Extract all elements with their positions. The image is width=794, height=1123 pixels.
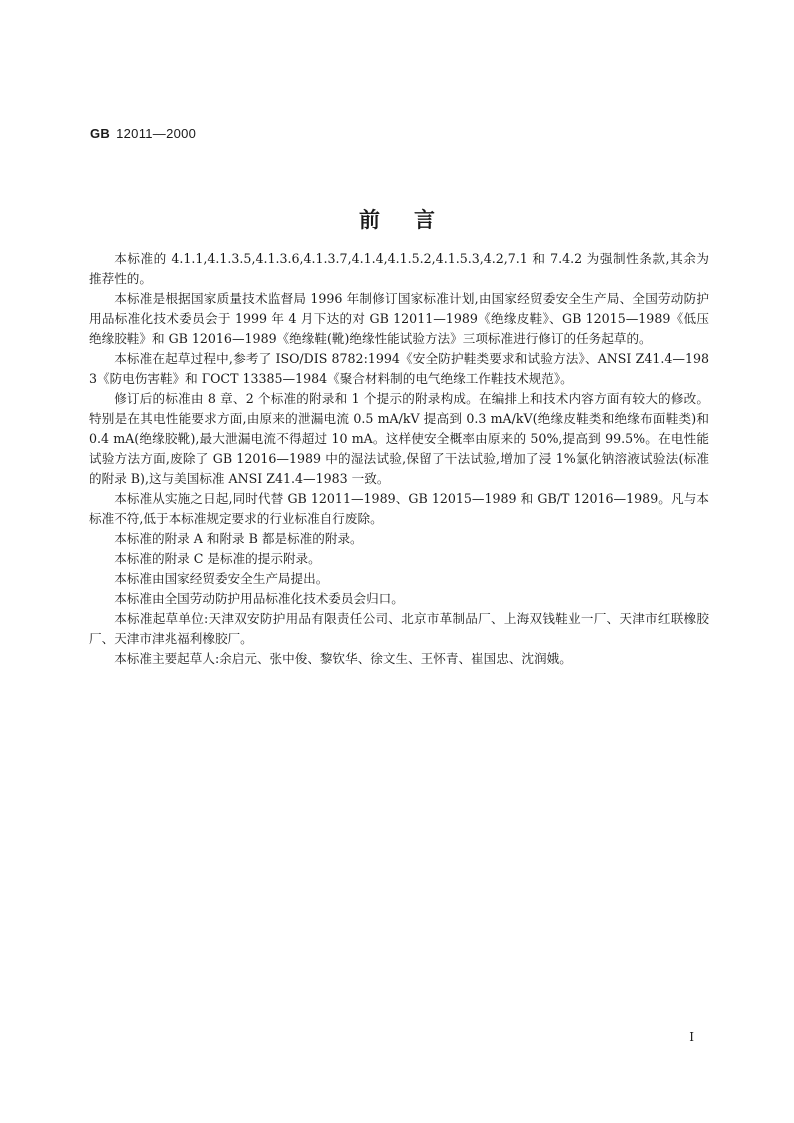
standard-code-prefix: GB bbox=[90, 126, 111, 141]
page-number: I bbox=[689, 1030, 694, 1044]
paragraph-supersedes: 本标准从实施之日起,同时代替 GB 12011—1989、GB 12015—1989 和 GB/T 12016—1989。凡与本标准不符,低于本标准规定要求的行业标准自行废除。 bbox=[89, 491, 709, 526]
paragraph-mandatory-clauses: 本标准的 4.1.1,4.1.3.5,4.1.3.6,4.1.3.7,4.1.4,4.1.5.2,4.1.5.3,4.2,7.1 和 7.4.2 为强制性条款,其余为推荐性的。 bbox=[89, 251, 709, 286]
paragraph-drafting-units: 本标准起草单位:天津双安防护用品有限责任公司、北京市革制品厂、上海双钱鞋业一厂、天津市红联橡胶厂、天津市津兆福利橡胶厂。 bbox=[89, 611, 709, 646]
paragraph-annex-normative: 本标准的附录 A 和附录 B 都是标准的附录。 bbox=[114, 531, 363, 546]
paragraph-proposed-by: 本标准由国家经贸委安全生产局提出。 bbox=[114, 571, 329, 586]
paragraph-technical-committee: 本标准由全国劳动防护用品标准化技术委员会归口。 bbox=[114, 591, 404, 606]
standard-code bbox=[90, 126, 196, 141]
paragraph-annex-informative: 本标准的附录 C 是标准的提示附录。 bbox=[114, 551, 321, 566]
paragraph-structure-changes: 修订后的标准由 8 章、2 个标准的附录和 1 个提示的附录构成。在编排上和技术内容方面有较大的修改。特别是在其电性能要求方面,由原来的泄漏电流 0.5 mA/kV 提高到 0.3 mA/kV(绝缘皮鞋类和绝缘布面鞋类)和 0.4 mA(绝缘胶靴),最大泄漏电流不得超过 10 mA。这样使安全概率由原来的 50%,提高到 99.5%。在电性能试验方法方面,废除了 GB 12016—1989 中的湿法试验,保留了干法试验,增加了浸 1%氯化钠溶液试验法(标准的附录 B),这与美国标准 ANSI Z41.4—1983 一致。 bbox=[89, 391, 709, 486]
page-title: 前言 bbox=[359, 208, 469, 232]
paragraph-drafters: 本标准主要起草人:余启元、张中俊、黎钦华、徐文生、王怀青、崔国忠、沈润娥。 bbox=[114, 651, 572, 666]
foreword-body bbox=[89, 249, 709, 669]
paragraph-references: 本标准在起草过程中,参考了 ISO/DIS 8782:1994《安全防护鞋类要求和试验方法》、ANSI Z41.4—1983《防电伤害鞋》和 ГОСТ 13385—1984《聚合材料制的电气绝缘工作鞋技术规范》。 bbox=[89, 351, 709, 386]
standard-code-number: 12011—2000 bbox=[116, 126, 197, 141]
paragraph-revision-basis: 本标准是根据国家质量技术监督局 1996 年制修订国家标准计划,由国家经贸委安全生产局、全国劳动防护用品标准化技术委员会于 1999 年 4 月下达的对 GB 12011—1989《绝缘皮鞋》、GB 12015—1989《低压绝缘胶鞋》和 GB 12016—1989《绝缘鞋(靴)绝缘性能试验方法》三项标准进行修订的任务起草的。 bbox=[89, 291, 709, 346]
